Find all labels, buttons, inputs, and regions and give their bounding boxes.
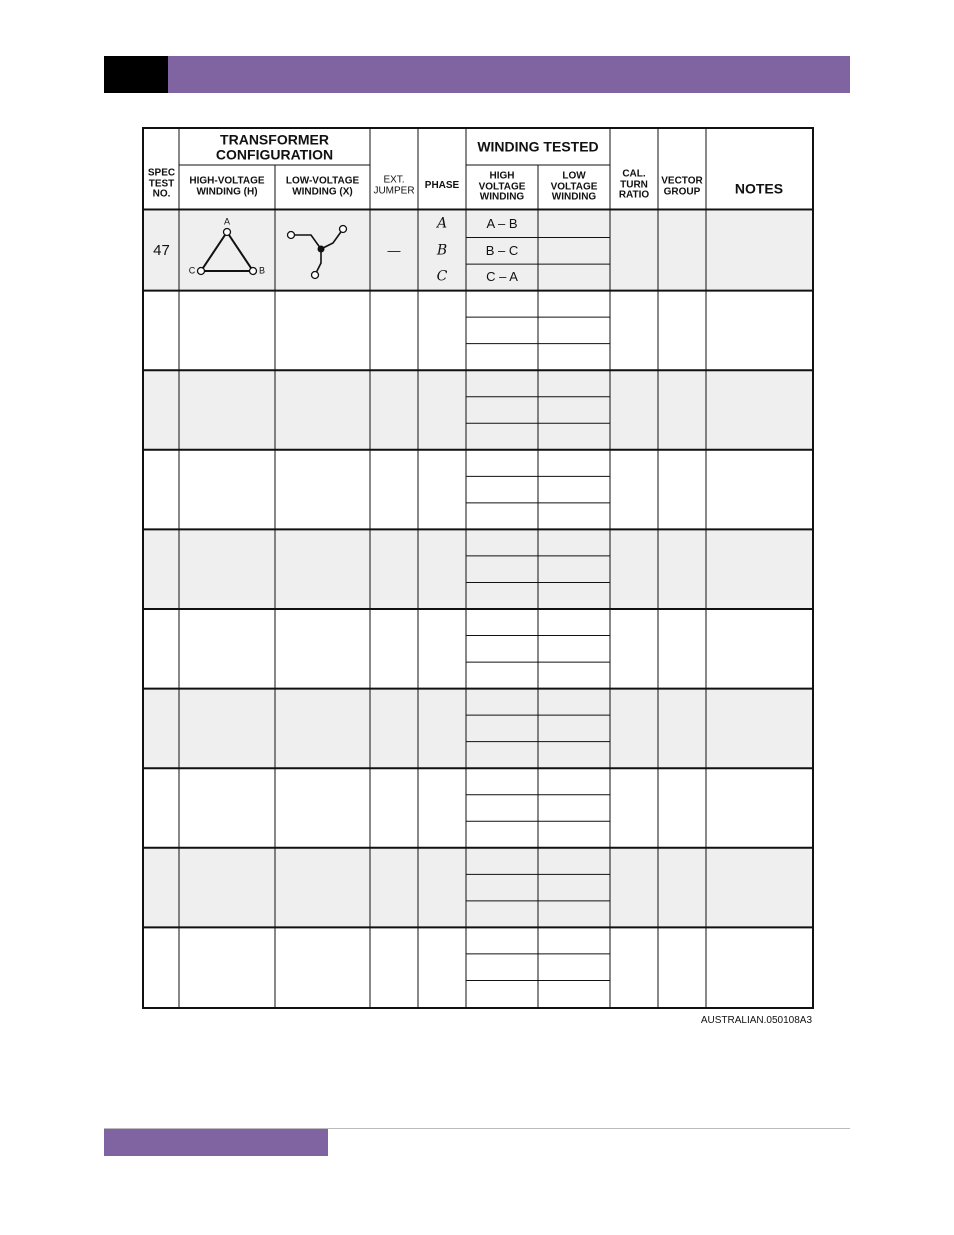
phase-header: PHASE — [424, 179, 460, 191]
spec-test-no-header: SPEC TEST NO. — [147, 167, 176, 200]
hv-tested-pair: C – A — [486, 269, 518, 285]
hv-tested-pair: A – B — [486, 216, 518, 232]
lv-tested-header: LOW VOLTAGE WINDING — [550, 170, 598, 203]
lv-winding-header: LOW-VOLTAGE WINDING (X) — [285, 175, 360, 197]
header-black-block — [104, 56, 168, 93]
phase-label: B — [436, 242, 448, 259]
terminal — [340, 226, 347, 233]
ext-jumper-header: EXT. JUMPER — [373, 174, 415, 196]
terminal — [250, 268, 257, 275]
hv-winding-header: HIGH-VOLTAGE WINDING (H) — [189, 175, 265, 197]
row-shade — [144, 848, 812, 928]
document-code: AUSTRALIAN.050108A3 — [700, 1015, 812, 1026]
row-shade — [144, 529, 812, 609]
hv-terminal-label: C — [188, 265, 196, 276]
row-shade — [144, 211, 812, 291]
winding-tested-header: WINDING TESTED — [477, 138, 599, 155]
hv-tested-pair: B – C — [485, 242, 519, 258]
ext-jumper: — — [387, 242, 401, 258]
terminal — [312, 272, 319, 279]
phase-label: C — [436, 268, 448, 285]
terminal — [224, 229, 231, 236]
hv-terminal-label: B — [258, 265, 266, 276]
header-bar — [168, 56, 850, 93]
table-grid — [144, 129, 812, 1007]
spec-test-no: 47 — [153, 241, 170, 259]
terminal — [198, 268, 205, 275]
hv-tested-header: HIGH VOLTAGE WINDING — [478, 170, 526, 203]
neutral-point — [318, 246, 325, 253]
vector-group-table — [142, 127, 814, 1009]
row-shade — [144, 370, 812, 450]
transformer-configuration-header: TRANSFORMER CONFIGURATION — [215, 131, 334, 162]
vector-group-header: VECTOR GROUP — [661, 175, 703, 197]
notes-header: NOTES — [734, 180, 784, 197]
phase-label: A — [436, 215, 448, 232]
footer-bar — [104, 1129, 328, 1156]
turn-ratio-header: CAL. TURN RATIO — [618, 168, 650, 201]
terminal — [288, 232, 295, 239]
hv-terminal-label: A — [223, 216, 231, 227]
row-shade — [144, 689, 812, 769]
